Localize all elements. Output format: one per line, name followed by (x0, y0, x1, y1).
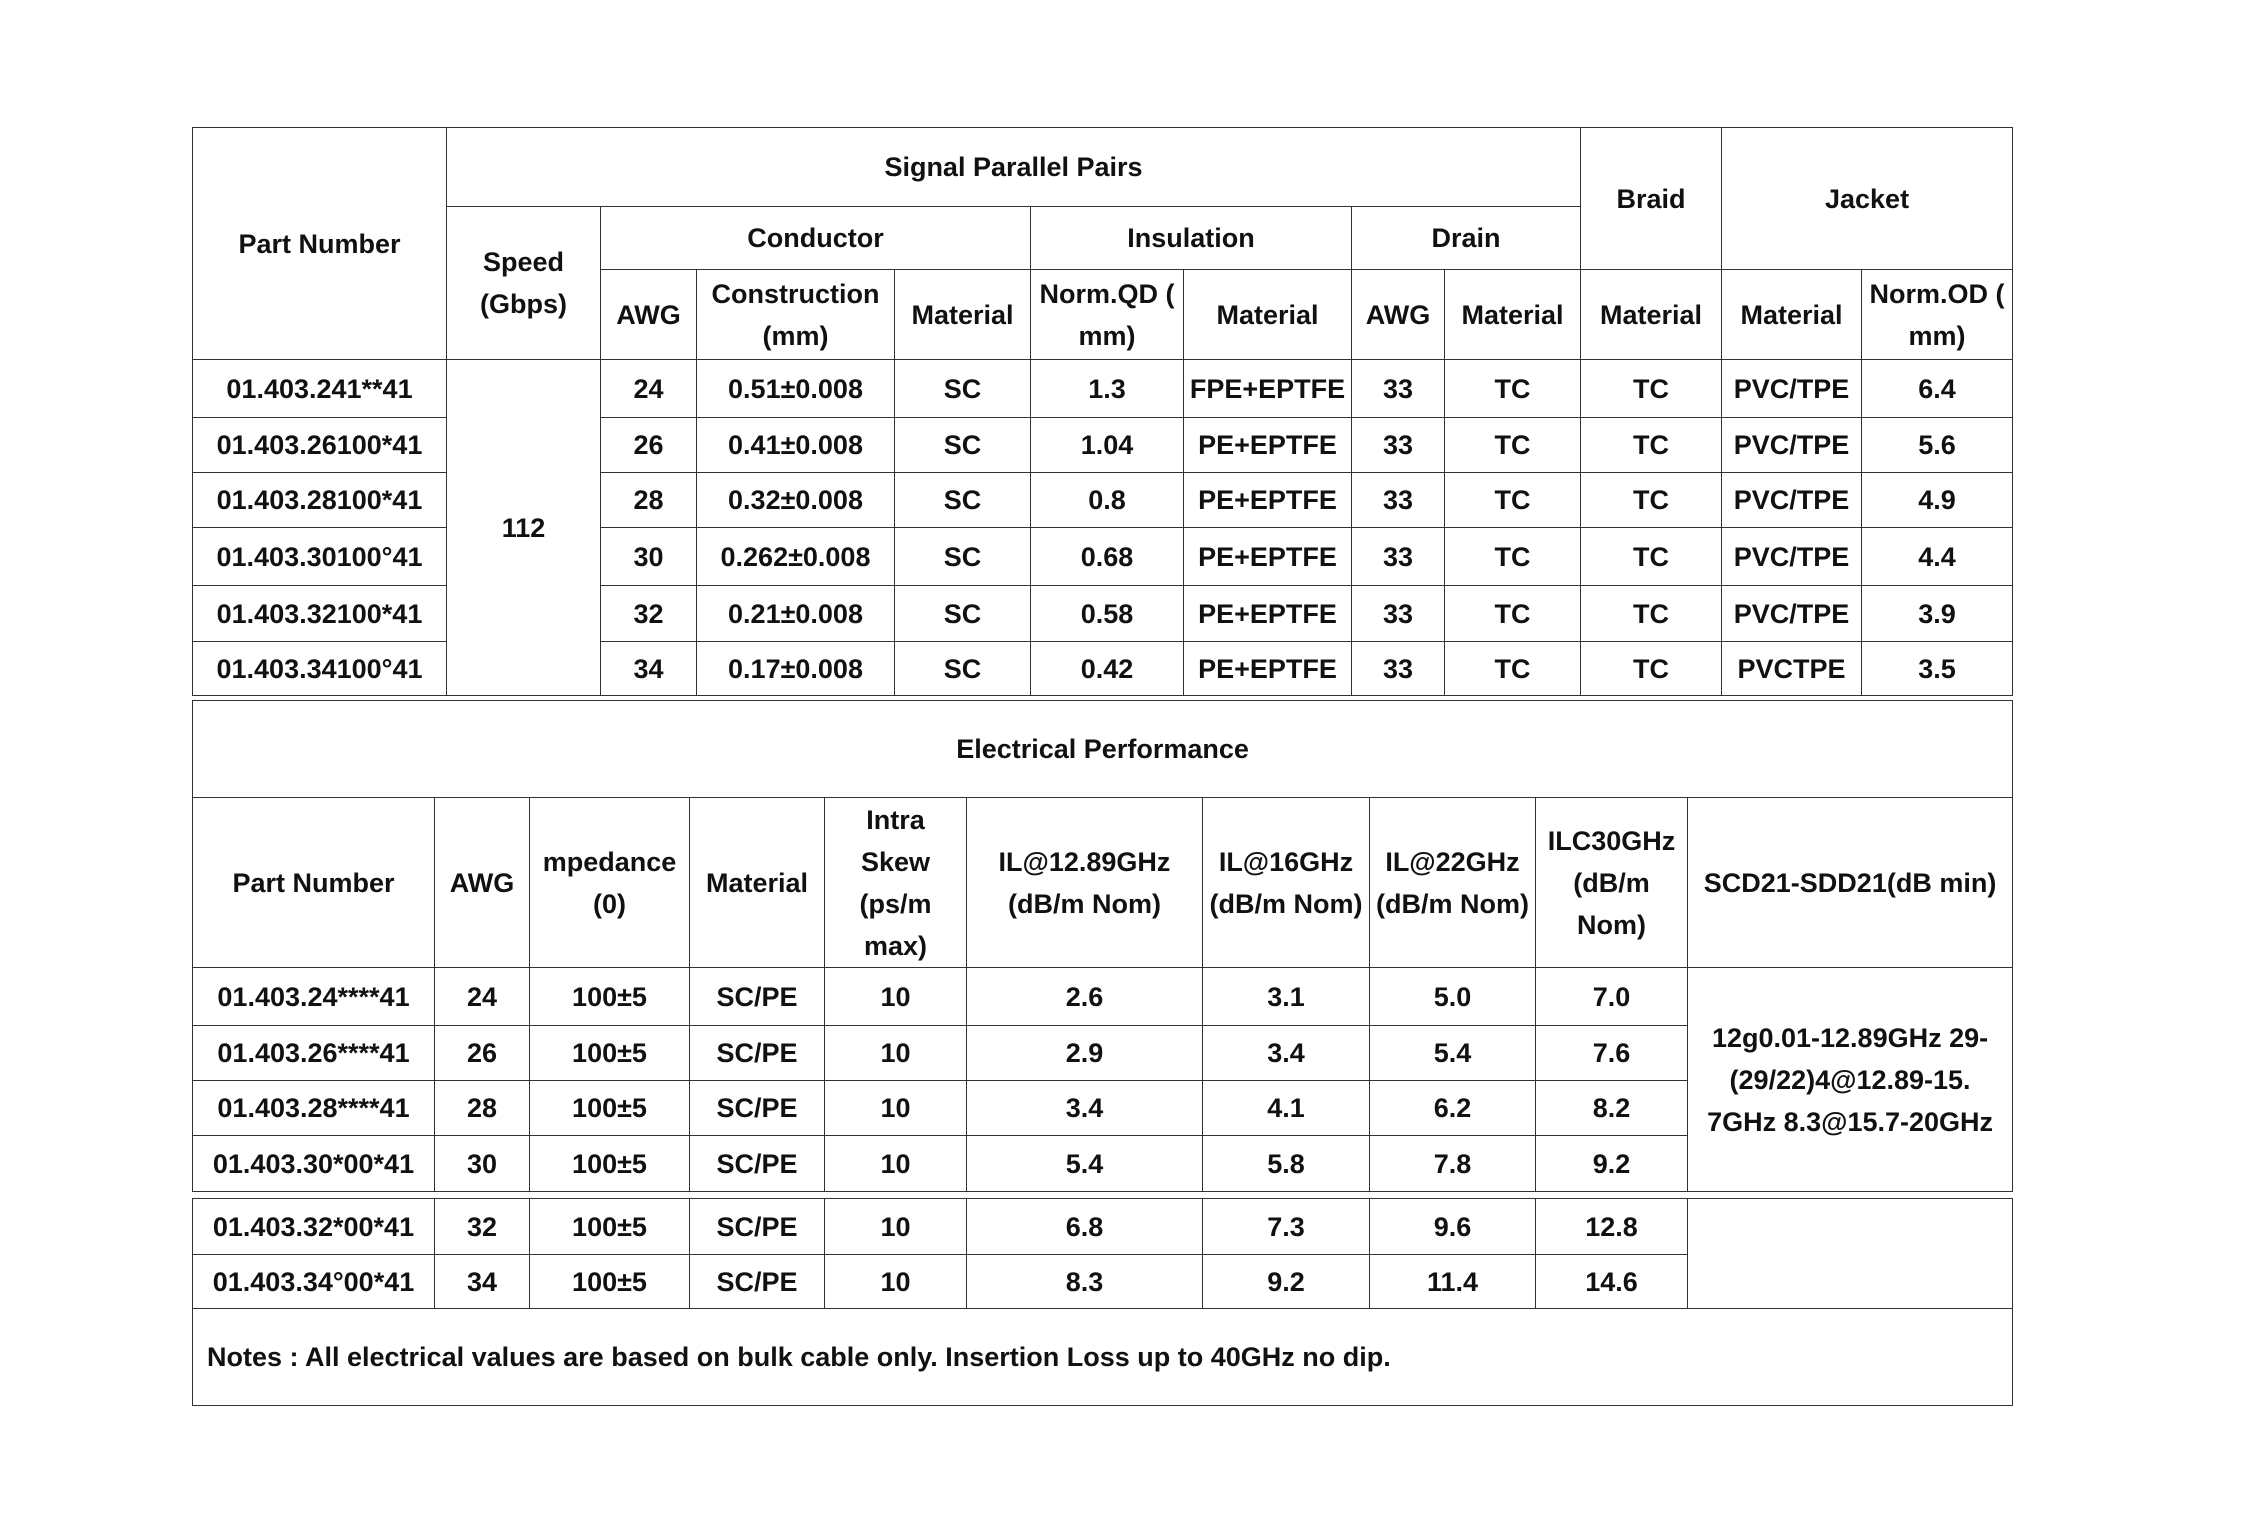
cell-construction: 0.32±0.008 (697, 473, 895, 528)
cell-awg: 30 (601, 528, 697, 586)
cell-conductor-material: SC (895, 418, 1031, 473)
cell-conductor-material: SC (895, 528, 1031, 586)
cell-norm-od: 3.9 (1862, 586, 2013, 642)
cell-part-number: 01.403.32*00*41 (193, 1199, 435, 1255)
header-il-22ghz: IL@22GHz (dB/m Nom) (1370, 798, 1536, 968)
header-intra-skew: Intra Skew (ps/m max) (825, 798, 967, 968)
cell-material: SC/PE (690, 1199, 825, 1255)
cell-part-number: 01.403.241**41 (193, 360, 447, 418)
cell-part-number: 01.403.34°00*41 (193, 1255, 435, 1309)
header-conductor-awg: AWG (601, 270, 697, 360)
cell-norm-od: 5.6 (1862, 418, 2013, 473)
header-conductor: Conductor (601, 207, 1031, 270)
cell-conductor-material: SC (895, 642, 1031, 696)
cell-construction: 0.41±0.008 (697, 418, 895, 473)
cell-drain-awg: 33 (1352, 528, 1445, 586)
cell-awg: 28 (435, 1081, 530, 1136)
cell-il-12-89ghz: 6.8 (967, 1199, 1203, 1255)
cell-part-number: 01.403.28****41 (193, 1081, 435, 1136)
cell-drain-material: TC (1445, 642, 1581, 696)
cell-drain-material: TC (1445, 528, 1581, 586)
cell-drain-material: TC (1445, 586, 1581, 642)
cell-conductor-material: SC (895, 586, 1031, 642)
cell-jacket-material: PVC/TPE (1722, 473, 1862, 528)
header-material: Material (690, 798, 825, 968)
cell-part-number: 01.403.30100°41 (193, 528, 447, 586)
cell-il-30ghz: 12.8 (1536, 1199, 1688, 1255)
cell-il-30ghz: 14.6 (1536, 1255, 1688, 1309)
cell-insulation-material: FPE+EPTFE (1184, 360, 1352, 418)
cell-il-16ghz: 5.8 (1203, 1136, 1370, 1192)
cell-conductor-material: SC (895, 360, 1031, 418)
cell-il-30ghz: 7.6 (1536, 1026, 1688, 1081)
cell-norm-qd: 1.04 (1031, 418, 1184, 473)
header-il-16ghz: IL@16GHz (dB/m Nom) (1203, 798, 1370, 968)
header-norm-qd: Norm.QD ( mm) (1031, 270, 1184, 360)
cell-material: SC/PE (690, 1136, 825, 1192)
cell-material: SC/PE (690, 1026, 825, 1081)
cell-braid-material: TC (1581, 360, 1722, 418)
cell-part-number: 01.403.32100*41 (193, 586, 447, 642)
cell-awg: 34 (435, 1255, 530, 1309)
cell-norm-qd: 0.42 (1031, 642, 1184, 696)
cell-construction: 0.21±0.008 (697, 586, 895, 642)
cell-il-12-89ghz: 8.3 (967, 1255, 1203, 1309)
notes: Notes : All electrical values are based on bulk cable only. Insertion Loss up to 40GHz no dip. (193, 1309, 2013, 1406)
cell-braid-material: TC (1581, 418, 1722, 473)
header-jacket-material: Material (1722, 270, 1862, 360)
cell-il-30ghz: 8.2 (1536, 1081, 1688, 1136)
cell-awg: 24 (601, 360, 697, 418)
cell-part-number: 01.403.34100°41 (193, 642, 447, 696)
header-impedance: mpedance (0) (530, 798, 690, 968)
cell-il-12-89ghz: 5.4 (967, 1136, 1203, 1192)
cell-intra-skew: 10 (825, 968, 967, 1026)
cell-construction: 0.51±0.008 (697, 360, 895, 418)
header-jacket: Jacket (1722, 128, 2013, 270)
cable-spec-table (192, 127, 2013, 696)
cell-braid-material: TC (1581, 642, 1722, 696)
header-construction: Construction (mm) (697, 270, 895, 360)
cell-drain-awg: 33 (1352, 418, 1445, 473)
cell-jacket-material: PVC/TPE (1722, 418, 1862, 473)
header-part-number: Part Number (193, 798, 435, 968)
cell-il-16ghz: 3.1 (1203, 968, 1370, 1026)
cell-drain-material: TC (1445, 360, 1581, 418)
cell-norm-od: 4.4 (1862, 528, 2013, 586)
header-drain-awg: AWG (1352, 270, 1445, 360)
cell-norm-od: 3.5 (1862, 642, 2013, 696)
cell-part-number: 01.403.28100*41 (193, 473, 447, 528)
cell-jacket-material: PVC/TPE (1722, 360, 1862, 418)
cell-insulation-material: PE+EPTFE (1184, 418, 1352, 473)
cell-speed: 112 (447, 360, 601, 696)
cell-insulation-material: PE+EPTFE (1184, 642, 1352, 696)
cell-intra-skew: 10 (825, 1255, 967, 1309)
cell-insulation-material: PE+EPTFE (1184, 586, 1352, 642)
cell-material: SC/PE (690, 1081, 825, 1136)
cell-intra-skew: 10 (825, 1136, 967, 1192)
table-row (193, 360, 2013, 418)
cell-awg: 32 (601, 586, 697, 642)
electrical-performance-title: Electrical Performance (193, 701, 2013, 798)
header-il-12-89ghz: IL@12.89GHz (dB/m Nom) (967, 798, 1203, 968)
cell-intra-skew: 10 (825, 1199, 967, 1255)
cell-empty (1688, 1199, 2013, 1309)
cell-jacket-material: PVC/TPE (1722, 528, 1862, 586)
cell-drain-awg: 33 (1352, 586, 1445, 642)
cell-material: SC/PE (690, 1255, 825, 1309)
electrical-performance-table-continued (192, 1198, 2013, 1406)
cell-part-number: 01.403.24****41 (193, 968, 435, 1026)
cell-part-number: 01.403.30*00*41 (193, 1136, 435, 1192)
cell-awg: 24 (435, 968, 530, 1026)
cell-il-22ghz: 5.0 (1370, 968, 1536, 1026)
cell-awg: 26 (601, 418, 697, 473)
header-conductor-material: Material (895, 270, 1031, 360)
header-scd21-sdd21: SCD21-SDD21(dB min) (1688, 798, 2013, 968)
cell-impedance: 100±5 (530, 1199, 690, 1255)
cell-il-12-89ghz: 3.4 (967, 1081, 1203, 1136)
cell-drain-awg: 33 (1352, 473, 1445, 528)
cell-il-30ghz: 9.2 (1536, 1136, 1688, 1192)
cell-impedance: 100±5 (530, 1081, 690, 1136)
cell-braid-material: TC (1581, 473, 1722, 528)
cell-il-22ghz: 6.2 (1370, 1081, 1536, 1136)
header-awg: AWG (435, 798, 530, 968)
cell-norm-qd: 0.68 (1031, 528, 1184, 586)
cell-il-16ghz: 4.1 (1203, 1081, 1370, 1136)
cell-intra-skew: 10 (825, 1081, 967, 1136)
header-drain-material: Material (1445, 270, 1581, 360)
cell-il-22ghz: 7.8 (1370, 1136, 1536, 1192)
header-signal-parallel-pairs: Signal Parallel Pairs (447, 128, 1581, 207)
cell-drain-material: TC (1445, 418, 1581, 473)
cell-awg: 34 (601, 642, 697, 696)
cell-norm-qd: 0.58 (1031, 586, 1184, 642)
cell-awg: 32 (435, 1199, 530, 1255)
header-norm-od: Norm.OD ( mm) (1862, 270, 2013, 360)
cell-norm-od: 6.4 (1862, 360, 2013, 418)
cell-construction: 0.262±0.008 (697, 528, 895, 586)
header-part-number: Part Number (193, 128, 447, 360)
cell-il-22ghz: 5.4 (1370, 1026, 1536, 1081)
cell-braid-material: TC (1581, 528, 1722, 586)
cell-braid-material: TC (1581, 586, 1722, 642)
cell-drain-awg: 33 (1352, 360, 1445, 418)
cell-il-16ghz: 9.2 (1203, 1255, 1370, 1309)
cell-il-12-89ghz: 2.9 (967, 1026, 1203, 1081)
cell-part-number: 01.403.26100*41 (193, 418, 447, 473)
header-insulation: Insulation (1031, 207, 1352, 270)
cell-norm-qd: 1.3 (1031, 360, 1184, 418)
cell-construction: 0.17±0.008 (697, 642, 895, 696)
cell-drain-awg: 33 (1352, 642, 1445, 696)
cell-insulation-material: PE+EPTFE (1184, 473, 1352, 528)
cell-impedance: 100±5 (530, 1026, 690, 1081)
cell-norm-qd: 0.8 (1031, 473, 1184, 528)
cell-conductor-material: SC (895, 473, 1031, 528)
cell-scd21-sdd21: 12g0.01-12.89GHz 29-(29/22)4@12.89-15. 7GHz 8.3@15.7-20GHz (1688, 968, 2013, 1192)
header-drain: Drain (1352, 207, 1581, 270)
cell-awg: 28 (601, 473, 697, 528)
cell-impedance: 100±5 (530, 1136, 690, 1192)
cell-il-30ghz: 7.0 (1536, 968, 1688, 1026)
cell-part-number: 01.403.26****41 (193, 1026, 435, 1081)
table-row (193, 968, 2013, 1026)
header-il-30ghz: ILC30GHz (dB/m Nom) (1536, 798, 1688, 968)
cell-drain-material: TC (1445, 473, 1581, 528)
cell-impedance: 100±5 (530, 1255, 690, 1309)
cell-jacket-material: PVC/TPE (1722, 586, 1862, 642)
header-braid: Braid (1581, 128, 1722, 270)
cell-il-16ghz: 7.3 (1203, 1199, 1370, 1255)
cell-norm-od: 4.9 (1862, 473, 2013, 528)
cell-jacket-material: PVCTPE (1722, 642, 1862, 696)
header-braid-material: Material (1581, 270, 1722, 360)
cell-il-22ghz: 9.6 (1370, 1199, 1536, 1255)
cell-material: SC/PE (690, 968, 825, 1026)
cell-awg: 30 (435, 1136, 530, 1192)
cell-il-16ghz: 3.4 (1203, 1026, 1370, 1081)
cell-il-22ghz: 11.4 (1370, 1255, 1536, 1309)
header-speed: Speed (Gbps) (447, 207, 601, 360)
cell-insulation-material: PE+EPTFE (1184, 528, 1352, 586)
electrical-performance-table (192, 700, 2013, 1192)
header-insulation-material: Material (1184, 270, 1352, 360)
cell-awg: 26 (435, 1026, 530, 1081)
cell-impedance: 100±5 (530, 968, 690, 1026)
cell-il-12-89ghz: 2.6 (967, 968, 1203, 1026)
cell-intra-skew: 10 (825, 1026, 967, 1081)
table-row (193, 1199, 2013, 1255)
